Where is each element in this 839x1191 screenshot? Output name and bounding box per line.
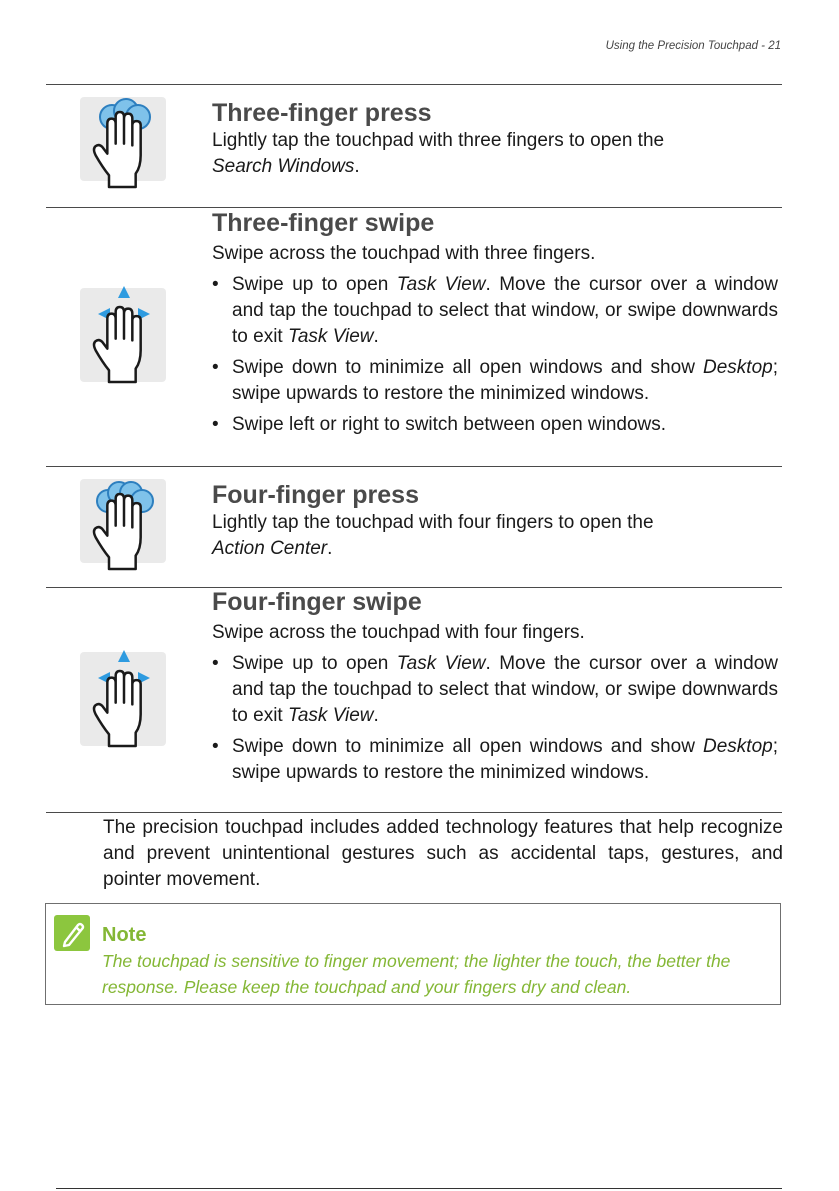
footer-rule [56, 1188, 782, 1189]
note-text: The touchpad is sensitive to finger movement; the lighter the touch, the better the response. Please keep the touchpad and your fingers dry and clean. [102, 951, 731, 997]
list-item: • Swipe left or right to switch between open windows. [212, 412, 778, 438]
gesture-intro: Swipe across the touchpad with four fingers. [212, 622, 585, 643]
list-item: • Swipe up to open Task View. Move the cursor over a window and tap the touchpad to select that window, or swipe downwards to exit Task View. [212, 272, 778, 350]
list-item: • Swipe down to minimize all open windows and show Desktop; swipe upwards to restore the minimized windows. [212, 734, 778, 786]
gesture-title: Four-finger swipe [212, 588, 422, 616]
gesture-description: Lightly tap the touchpad with four fingers to open the Action Center. [212, 512, 654, 559]
pencil-icon [54, 915, 90, 951]
four-finger-press-icon [76, 477, 172, 577]
note-box [45, 903, 781, 1005]
gesture-description: Lightly tap the touchpad with three fingers to open the Search Windows. [212, 130, 665, 177]
gesture-table [46, 84, 782, 813]
gesture-title: Four-finger press [212, 481, 419, 509]
bullet-list [212, 272, 778, 438]
bullet-list [212, 651, 778, 786]
list-item: • Swipe down to minimize all open windows and show Desktop; swipe upwards to restore the minimized windows. [212, 355, 778, 407]
gesture-row-four-finger-swipe [46, 587, 782, 813]
gesture-title: Three-finger swipe [212, 209, 435, 237]
three-finger-swipe-icon [76, 280, 172, 390]
note-label: Note [102, 924, 147, 946]
gesture-row-three-finger-swipe [46, 207, 782, 466]
list-item: • Swipe up to open Task View. Move the cursor over a window and tap the touchpad to select that window, or swipe downwards to exit Task View. [212, 651, 778, 729]
three-finger-press-icon [76, 95, 172, 195]
gesture-title: Three-finger press [212, 99, 432, 127]
running-header: Using the Precision Touchpad - 21 [605, 40, 781, 52]
body-paragraph: The precision touchpad includes added technology features that help recognize and prevent unintentional gestures such as accidental taps, gestures, and pointer movement. [103, 817, 783, 890]
four-finger-swipe-icon [76, 644, 172, 754]
gesture-row-three-finger-press [46, 84, 782, 207]
gesture-intro: Swipe across the touchpad with three fingers. [212, 243, 596, 264]
gesture-row-four-finger-press [46, 466, 782, 587]
